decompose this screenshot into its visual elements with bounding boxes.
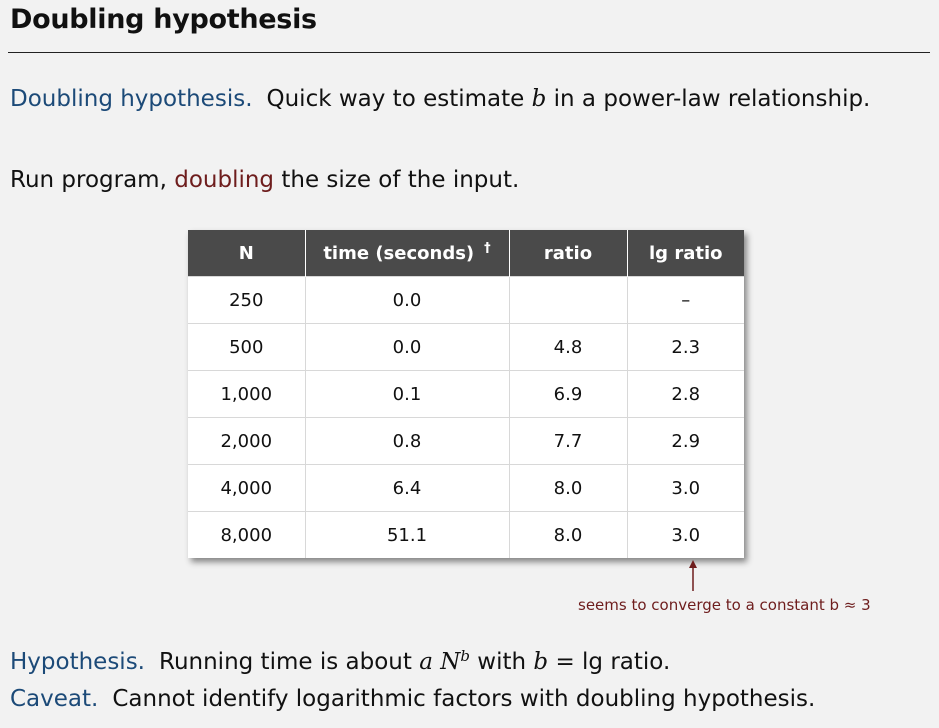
caveat-line bbox=[10, 686, 815, 712]
caveat-text: Cannot identify logarithmic factors with doubling hypothesis. bbox=[112, 686, 816, 712]
hypothesis-text-before: Running time is about bbox=[159, 649, 412, 675]
cell-lg-ratio: 3.0 bbox=[627, 465, 744, 512]
hypothesis-var-b: b bbox=[533, 649, 549, 675]
cell-n: 1,000 bbox=[188, 371, 305, 418]
cell-ratio: 8.0 bbox=[509, 465, 627, 512]
run-text-after: the size of the input. bbox=[281, 167, 520, 193]
cell-ratio bbox=[509, 277, 627, 324]
run-text-before: Run program, bbox=[10, 167, 167, 193]
table-row bbox=[188, 465, 744, 512]
cell-n: 8,000 bbox=[188, 512, 305, 559]
cell-time: 0.8 bbox=[305, 418, 509, 465]
intro-label: Doubling hypothesis. bbox=[10, 86, 253, 112]
intro-text-before: Quick way to estimate bbox=[266, 86, 525, 112]
cell-time: 6.4 bbox=[305, 465, 509, 512]
cell-n: 2,000 bbox=[188, 418, 305, 465]
hypothesis-var-a: a bbox=[419, 649, 433, 675]
header-time-label: time (seconds) bbox=[323, 242, 475, 264]
hypothesis-with: with bbox=[477, 649, 527, 675]
cell-ratio: 7.7 bbox=[509, 418, 627, 465]
cell-n: 4,000 bbox=[188, 465, 305, 512]
header-ratio: ratio bbox=[509, 230, 627, 277]
table-row bbox=[188, 324, 744, 371]
header-n: N bbox=[188, 230, 305, 277]
intro-line bbox=[10, 86, 870, 112]
table-header-row bbox=[188, 230, 744, 277]
hypothesis-exponent-b: b bbox=[460, 647, 470, 665]
intro-var-b: b bbox=[531, 86, 547, 112]
cell-ratio: 8.0 bbox=[509, 512, 627, 559]
doubling-table bbox=[188, 230, 744, 558]
cell-n: 250 bbox=[188, 277, 305, 324]
hypothesis-text-after: lg ratio. bbox=[582, 649, 671, 675]
cell-time: 0.1 bbox=[305, 371, 509, 418]
slide-title: Doubling hypothesis bbox=[10, 4, 317, 35]
run-highlight: doubling bbox=[174, 167, 275, 193]
cell-n: 500 bbox=[188, 324, 305, 371]
cell-ratio: 6.9 bbox=[509, 371, 627, 418]
header-lg-ratio: lg ratio bbox=[627, 230, 744, 277]
intro-text-after: in a power-law relationship. bbox=[553, 86, 871, 112]
cell-lg-ratio: 2.9 bbox=[627, 418, 744, 465]
cell-time: 0.0 bbox=[305, 324, 509, 371]
header-time bbox=[305, 230, 509, 277]
arrow-up-icon bbox=[687, 560, 699, 592]
cell-lg-ratio: 2.3 bbox=[627, 324, 744, 371]
hypothesis-var-n: N bbox=[440, 649, 461, 675]
hypothesis-label: Hypothesis. bbox=[10, 649, 145, 675]
cell-lg-ratio: 2.8 bbox=[627, 371, 744, 418]
table-row bbox=[188, 512, 744, 559]
table-row bbox=[188, 277, 744, 324]
dagger-mark: † bbox=[484, 240, 491, 256]
cell-ratio: 4.8 bbox=[509, 324, 627, 371]
cell-lg-ratio: – bbox=[627, 277, 744, 324]
caveat-label: Caveat. bbox=[10, 686, 99, 712]
convergence-annotation: seems to converge to a constant b ≈ 3 bbox=[578, 596, 871, 614]
hypothesis-line bbox=[10, 649, 670, 675]
hypothesis-equals: = bbox=[555, 649, 575, 675]
cell-lg-ratio: 3.0 bbox=[627, 512, 744, 559]
table-row bbox=[188, 371, 744, 418]
run-line bbox=[10, 167, 519, 193]
cell-time: 0.0 bbox=[305, 277, 509, 324]
table-row bbox=[188, 418, 744, 465]
cell-time: 51.1 bbox=[305, 512, 509, 559]
title-divider bbox=[8, 52, 930, 53]
